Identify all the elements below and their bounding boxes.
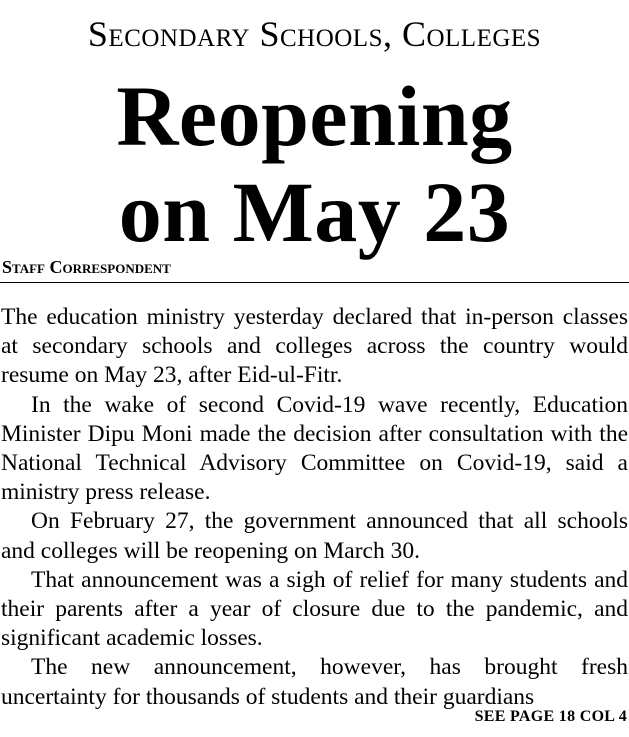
kicker: Secondary Schools, Colleges xyxy=(87,14,542,54)
byline-rule xyxy=(0,282,629,283)
paragraph: That announcement was a sigh of relief for many students and their parents after a year of closure due to the pandemic, and significant academic losses. xyxy=(1,566,628,652)
headline-line-2: on May 23 xyxy=(118,164,511,260)
paragraph: In the wake of second Covid-19 wave recently, Education Minister Dipu Moni made the decision after consultation with the National Technical Advisory Committee on Covid-19, said a ministry press release. xyxy=(1,391,628,506)
byline: Staff Correspondent xyxy=(2,257,171,277)
paragraph: The education ministry yesterday declared that in-person classes at secondary schools and colleges across the country would resume on May 23, after Eid-ul-Fitr. xyxy=(1,304,628,389)
headline xyxy=(0,68,629,260)
article-body xyxy=(1,303,628,712)
paragraph: The new announcement, however, has brought fresh uncertainty for thousands of students and their guardians xyxy=(1,654,628,710)
headline-line-1: Reopening xyxy=(116,68,513,164)
jump-reference: SEE PAGE 18 COL 4 xyxy=(474,708,627,725)
paragraph: On February 27, the government announced that all schools and colleges will be reopening on March 30. xyxy=(1,508,628,564)
